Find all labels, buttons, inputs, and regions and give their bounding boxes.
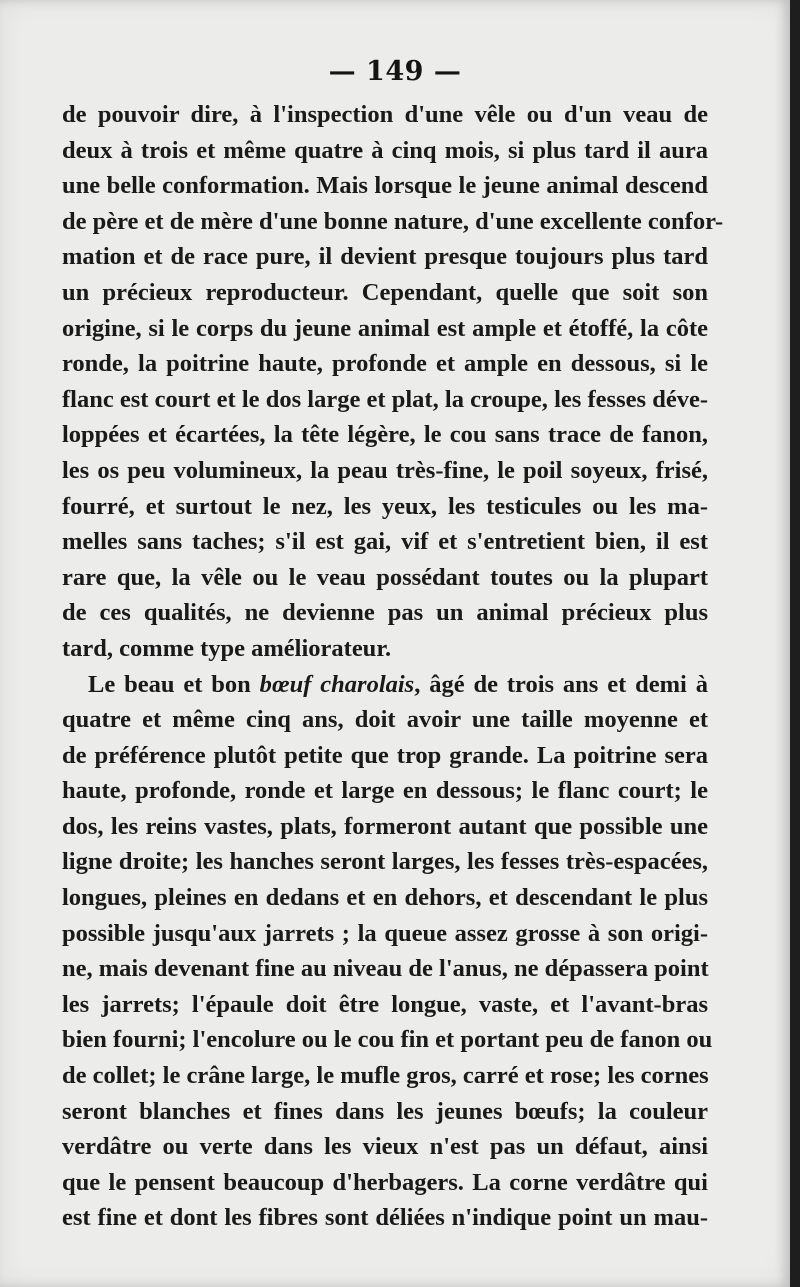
text-line: de père et de mère d'une bonne nature, d'une excellente confor- bbox=[62, 207, 724, 235]
text-line: rare que, la vêle ou le veau possédant toutes ou la plupart bbox=[62, 563, 708, 591]
text-line: melles sans taches; s'il est gai, vif et s'entretient bien, il est bbox=[62, 528, 708, 556]
text-line: flanc est court et le dos large et plat, la croupe, les fesses déve- bbox=[62, 385, 708, 413]
text-line: les jarrets; l'épaule doit être longue, vaste, et l'avant-bras bbox=[62, 990, 708, 1018]
text-line: ligne droite; les hanches seront larges, les fesses très-espacées, bbox=[62, 848, 708, 876]
text-line: les os peu volumineux, la peau très-fine, le poil soyeux, frisé, bbox=[62, 456, 708, 484]
text-line: est fine et dont les fibres sont déliées n'indique point un mau- bbox=[62, 1204, 708, 1232]
text-line: de pouvoir dire, à l'inspection d'une vêle ou d'un veau de bbox=[62, 101, 708, 128]
text-line: fourré, et surtout le nez, les yeux, les testicules ou les ma- bbox=[62, 492, 708, 520]
text-line: une belle conformation. Mais lorsque le jeune animal descend bbox=[62, 172, 708, 200]
text-line: bien fourni; l'encolure ou le cou fin et portant peu de fanon ou bbox=[62, 1026, 713, 1054]
text-line: possible jusqu'aux jarrets ; la queue assez grosse à son origi- bbox=[62, 919, 708, 947]
text-run: , âgé de trois ans et demi à bbox=[414, 670, 708, 698]
text-line: loppées et écartées, la tête légère, le cou sans trace de fanon, bbox=[62, 421, 708, 449]
text-line: deux à trois et même quatre à cinq mois, si plus tard il aura bbox=[62, 136, 708, 164]
text-line: ne, mais devenant fine au niveau de l'anus, ne dépassera point bbox=[62, 955, 709, 983]
text-line: ronde, la poitrine haute, profonde et ample en dessous, si le bbox=[62, 350, 708, 378]
emphasized-term: bœuf charolais bbox=[259, 670, 415, 698]
text-line: de ces qualités, ne devienne pas un animal précieux plus bbox=[62, 599, 708, 627]
page-number: — 149 — bbox=[328, 56, 462, 87]
text-line: dos, les reins vastes, plats, formeront autant que possible une bbox=[62, 812, 708, 840]
text-line: verdâtre ou verte dans les vieux n'est pas un défaut, ainsi bbox=[62, 1133, 708, 1161]
text-line: un précieux reproducteur. Cependant, quelle que soit son bbox=[62, 278, 708, 306]
text-line: quatre et même cinq ans, doit avoir une taille moyenne et bbox=[62, 706, 708, 734]
page-edge-shadow bbox=[790, 0, 800, 1287]
text-line: longues, pleines en dedans et en dehors, et descendant le plus bbox=[62, 884, 708, 912]
text-line: que le pensent beaucoup d'herbagers. La corne verdâtre qui bbox=[62, 1168, 708, 1196]
text-line: mation et de race pure, il devient presque toujours plus tard bbox=[62, 243, 708, 271]
text-line: de collet; le crâne large, le mufle gros, carré et rose; les cornes bbox=[62, 1062, 709, 1090]
text-line-first bbox=[62, 667, 708, 703]
text-run: Le beau et bon bbox=[88, 670, 260, 698]
text-line: de préférence plutôt petite que trop grande. La poitrine sera bbox=[62, 741, 708, 769]
text-line: haute, profonde, ronde et large en dessous; le flanc court; le bbox=[62, 777, 708, 805]
text-body bbox=[62, 97, 724, 1236]
paragraph-1 bbox=[62, 97, 724, 667]
text-line: origine, si le corps du jeune animal est ample et étoffé, la côte bbox=[62, 314, 708, 342]
paragraph-2 bbox=[62, 667, 713, 1237]
text-line: seront blanches et fines dans les jeunes bœufs; la couleur bbox=[62, 1097, 708, 1125]
text-line: tard, comme type améliorateur. bbox=[62, 634, 392, 662]
